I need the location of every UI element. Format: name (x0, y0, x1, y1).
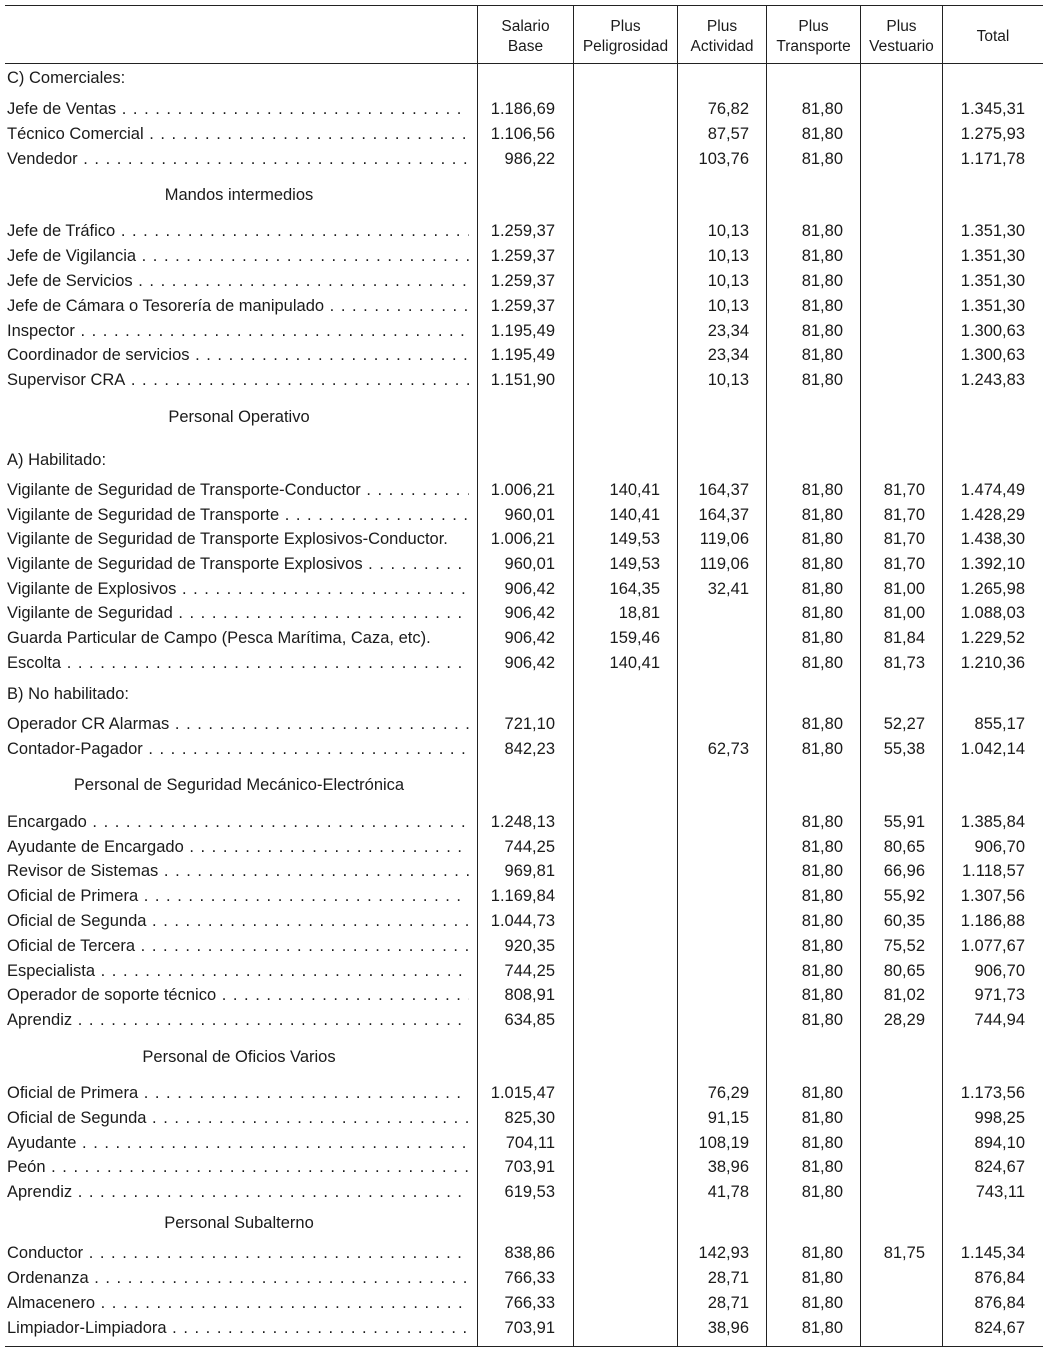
table-bottom-border (5, 1346, 1043, 1347)
row-label: Jefe de Vigilancia . . . (7, 245, 469, 267)
plus-transporte-cell: 81,80 (801, 604, 843, 622)
salario-base-cell: 1.169,84 (490, 887, 555, 905)
row-label: Vigilante de Seguridad de Transporte . . . (7, 504, 469, 526)
row-label: Contador-Pagador . . . (7, 738, 469, 760)
salario-base-cell: 1.106,56 (490, 125, 555, 143)
plus-transporte-cell: 81,80 (801, 838, 843, 856)
salario-base-cell: 960,01 (504, 506, 555, 524)
salario-base-cell: 1.259,37 (490, 247, 555, 265)
col-divider (860, 5, 861, 1347)
col-divider (677, 5, 678, 1347)
row-label: Vigilante de Seguridad de Transporte Explosivos . . . (7, 553, 469, 575)
total-cell: 1.145,34 (960, 1244, 1025, 1262)
table-top-border (5, 5, 1043, 6)
plus-transporte-cell: 81,80 (801, 371, 843, 389)
total-cell: 906,70 (974, 962, 1025, 980)
plus-vestuario-cell: 81,70 (883, 506, 925, 524)
plus-vestuario-cell: 81,70 (883, 530, 925, 548)
row-label: Ordenanza . . . (7, 1267, 469, 1289)
salario-base-cell: 766,33 (504, 1294, 555, 1312)
plus-peligrosidad-cell: 140,41 (609, 654, 660, 672)
salario-base-cell: 808,91 (504, 986, 555, 1004)
row-label: Jefe de Tráfico . . . (7, 220, 469, 242)
plus-transporte-cell: 81,80 (801, 813, 843, 831)
plus-actividad-cell: 119,06 (699, 530, 749, 548)
plus-transporte-cell: 81,80 (801, 297, 843, 315)
salario-base-cell: 838,86 (504, 1244, 555, 1262)
row-label: Operador de soporte técnico . . . (7, 984, 469, 1006)
col-divider (573, 5, 574, 1347)
plus-actividad-cell: 87,57 (707, 125, 749, 143)
total-cell: 1.186,88 (960, 912, 1025, 930)
salario-base-cell: 1.259,37 (490, 222, 555, 240)
plus-actividad-cell: 38,96 (707, 1158, 749, 1176)
row-label: Supervisor CRA . . . (7, 369, 469, 391)
plus-actividad-cell: 10,13 (707, 222, 749, 240)
salario-base-cell: 766,33 (504, 1269, 555, 1287)
plus-vestuario-cell: 52,27 (883, 715, 925, 733)
salario-base-cell: 842,23 (504, 740, 555, 758)
total-cell: 1.345,31 (960, 100, 1025, 118)
salario-base-cell: 1.248,13 (490, 813, 555, 831)
total-cell: 1.351,30 (960, 297, 1025, 315)
group-heading: Personal de Oficios Varios (142, 1048, 336, 1066)
total-cell: 1.173,56 (960, 1084, 1025, 1102)
row-label: Aprendiz . . . (7, 1181, 469, 1203)
row-label: Jefe de Cámara o Tesorería de manipulado . . . (7, 295, 469, 317)
plus-transporte-cell: 81,80 (801, 887, 843, 905)
plus-vestuario-cell: 28,29 (883, 1011, 925, 1029)
plus-actividad-cell: 28,71 (707, 1269, 749, 1287)
salario-base-cell: 634,85 (504, 1011, 555, 1029)
total-cell: 1.351,30 (960, 222, 1025, 240)
salario-base-cell: 744,25 (504, 962, 555, 980)
total-cell: 1.243,83 (960, 371, 1025, 389)
plus-peligrosidad-cell: 140,41 (609, 506, 660, 524)
total-cell: 1.300,63 (960, 346, 1025, 364)
section-label: B) No habilitado: (7, 685, 129, 703)
col-divider (942, 5, 943, 1347)
salario-base-cell: 721,10 (504, 715, 555, 733)
plus-transporte-cell: 81,80 (801, 506, 843, 524)
row-label: Inspector . . . (7, 320, 469, 342)
plus-transporte-cell: 81,80 (801, 1319, 843, 1337)
plus-vestuario-cell: 80,65 (883, 962, 925, 980)
row-label: Guarda Particular de Campo (Pesca Marítima, Caza, etc). (7, 629, 431, 647)
plus-vestuario-cell: 81,75 (883, 1244, 925, 1262)
row-label: Oficial de Tercera . . . (7, 935, 469, 957)
salario-base-cell: 744,25 (504, 838, 555, 856)
total-cell: 824,67 (974, 1319, 1025, 1337)
plus-transporte-cell: 81,80 (801, 654, 843, 672)
row-label: Revisor de Sistemas . . . (7, 860, 469, 882)
salario-base-cell: 986,22 (504, 150, 555, 168)
row-label: Oficial de Segunda . . . (7, 1107, 469, 1129)
plus-transporte-cell: 81,80 (801, 481, 843, 499)
total-cell: 1.088,03 (960, 604, 1025, 622)
plus-actividad-cell: 164,37 (698, 506, 749, 524)
plus-transporte-cell: 81,80 (801, 629, 843, 647)
row-label: Encargado . . . (7, 811, 469, 833)
plus-transporte-cell: 81,80 (801, 1294, 843, 1312)
header-plus-transporte: Plus Transporte (776, 18, 851, 55)
row-label: Operador CR Alarmas . . . (7, 713, 469, 735)
plus-peligrosidad-cell: 18,81 (618, 604, 660, 622)
total-cell: 1.171,78 (960, 150, 1025, 168)
plus-actividad-cell: 91,15 (707, 1109, 749, 1127)
plus-transporte-cell: 81,80 (801, 912, 843, 930)
plus-transporte-cell: 81,80 (801, 1269, 843, 1287)
section-label: C) Comerciales: (7, 69, 126, 87)
plus-transporte-cell: 81,80 (801, 1109, 843, 1127)
salario-base-cell: 960,01 (504, 555, 555, 573)
total-cell: 1.392,10 (960, 555, 1025, 573)
plus-actividad-cell: 38,96 (707, 1319, 749, 1337)
row-label: Escolta . . . (7, 652, 469, 674)
row-label: Limpiador-Limpiadora . . . (7, 1317, 469, 1339)
salario-base-cell: 1.195,49 (490, 346, 555, 364)
plus-transporte-cell: 81,80 (801, 1084, 843, 1102)
total-cell: 876,84 (974, 1294, 1025, 1312)
salario-base-cell: 704,11 (505, 1134, 555, 1152)
group-heading: Personal de Seguridad Mecánico-Electrónica (73, 776, 405, 794)
row-label: Vigilante de Seguridad . . . (7, 602, 469, 624)
row-label: Vigilante de Seguridad de Transporte-Conductor . . . (7, 479, 469, 501)
plus-transporte-cell: 81,80 (801, 346, 843, 364)
row-label: Conductor . . . (7, 1242, 469, 1264)
group-heading: Mandos intermedios (164, 186, 314, 204)
plus-transporte-cell: 81,80 (801, 1244, 843, 1262)
plus-peligrosidad-cell: 140,41 (609, 481, 660, 499)
plus-vestuario-cell: 81,00 (883, 604, 925, 622)
salario-base-cell: 703,91 (504, 1158, 555, 1176)
plus-transporte-cell: 81,80 (801, 100, 843, 118)
group-heading: Personal Operativo (168, 408, 310, 426)
plus-transporte-cell: 81,80 (801, 1134, 843, 1152)
row-label: Peón . . . (7, 1156, 469, 1178)
header-salario-base: Salario Base (501, 18, 550, 55)
plus-transporte-cell: 81,80 (801, 986, 843, 1004)
total-cell: 1.428,29 (960, 506, 1025, 524)
plus-actividad-cell: 10,13 (707, 247, 749, 265)
plus-actividad-cell: 164,37 (698, 481, 749, 499)
plus-vestuario-cell: 81,84 (883, 629, 925, 647)
row-label: Coordinador de servicios . . . (7, 344, 469, 366)
total-cell: 1.307,56 (960, 887, 1025, 905)
salario-base-cell: 1.015,47 (490, 1084, 555, 1102)
plus-vestuario-cell: 55,91 (883, 813, 925, 831)
plus-actividad-cell: 119,06 (699, 555, 749, 573)
plus-transporte-cell: 81,80 (801, 150, 843, 168)
salario-base-cell: 906,42 (504, 580, 555, 598)
plus-actividad-cell: 41,78 (707, 1183, 749, 1201)
plus-transporte-cell: 81,80 (801, 272, 843, 290)
salario-base-cell: 619,53 (504, 1183, 555, 1201)
total-cell: 1.210,36 (960, 654, 1025, 672)
plus-vestuario-cell: 75,52 (883, 937, 925, 955)
row-label: Aprendiz . . . (7, 1009, 469, 1031)
plus-actividad-cell: 142,93 (698, 1244, 749, 1262)
salario-base-cell: 1.195,49 (490, 322, 555, 340)
plus-transporte-cell: 81,80 (801, 862, 843, 880)
plus-actividad-cell: 76,82 (707, 100, 749, 118)
row-label: Técnico Comercial . . . (7, 123, 469, 145)
row-label: Oficial de Primera . . . (7, 1082, 469, 1104)
plus-transporte-cell: 81,80 (801, 580, 843, 598)
total-cell: 743,11 (975, 1183, 1025, 1201)
plus-peligrosidad-cell: 164,35 (609, 580, 660, 598)
plus-actividad-cell: 23,34 (707, 322, 749, 340)
plus-transporte-cell: 81,80 (801, 715, 843, 733)
salario-base-cell: 1.259,37 (490, 272, 555, 290)
plus-peligrosidad-cell: 149,53 (609, 530, 660, 548)
plus-transporte-cell: 81,80 (801, 530, 843, 548)
salario-base-cell: 1.259,37 (490, 297, 555, 315)
plus-transporte-cell: 81,80 (801, 937, 843, 955)
section-label: A) Habilitado: (7, 451, 107, 469)
row-label: Especialista . . . (7, 960, 469, 982)
plus-actividad-cell: 103,76 (698, 150, 749, 168)
salario-base-cell: 1.006,21 (490, 530, 555, 548)
plus-vestuario-cell: 80,65 (883, 838, 925, 856)
plus-transporte-cell: 81,80 (801, 125, 843, 143)
salario-base-cell: 1.186,69 (490, 100, 555, 118)
plus-actividad-cell: 62,73 (707, 740, 749, 758)
salario-base-cell: 920,35 (504, 937, 555, 955)
total-cell: 1.300,63 (960, 322, 1025, 340)
total-cell: 1.385,84 (960, 813, 1025, 831)
total-cell: 1.077,67 (960, 937, 1025, 955)
total-cell: 1.275,93 (960, 125, 1025, 143)
row-label: Jefe de Servicios . . . (7, 270, 469, 292)
row-label: Almacenero . . . (7, 1292, 469, 1314)
total-cell: 744,94 (974, 1011, 1025, 1029)
total-cell: 1.118,57 (961, 862, 1025, 880)
total-cell: 894,10 (974, 1134, 1025, 1152)
plus-vestuario-cell: 81,73 (883, 654, 925, 672)
col-divider (477, 5, 478, 1347)
plus-peligrosidad-cell: 159,46 (609, 629, 660, 647)
row-label: Ayudante de Encargado . . . (7, 836, 469, 858)
group-heading: Personal Subalterno (164, 1214, 314, 1232)
total-cell: 1.438,30 (960, 530, 1025, 548)
plus-actividad-cell: 23,34 (707, 346, 749, 364)
plus-transporte-cell: 81,80 (801, 1183, 843, 1201)
header-plus-actividad: Plus Actividad (690, 18, 754, 55)
plus-actividad-cell: 108,19 (698, 1134, 749, 1152)
plus-actividad-cell: 76,29 (707, 1084, 749, 1102)
row-label: Vendedor . . . (7, 148, 469, 170)
total-cell: 1.265,98 (960, 580, 1025, 598)
row-label: Ayudante . . . (7, 1132, 469, 1154)
salario-base-cell: 969,81 (504, 862, 555, 880)
total-cell: 971,73 (974, 986, 1025, 1004)
plus-vestuario-cell: 55,38 (883, 740, 925, 758)
col-divider (766, 5, 767, 1347)
plus-transporte-cell: 81,80 (801, 555, 843, 573)
total-cell: 906,70 (974, 838, 1025, 856)
total-cell: 1.042,14 (960, 740, 1025, 758)
header-plus-peligrosidad: Plus Peligrosidad (582, 18, 669, 55)
row-label: Vigilante de Explosivos . . . (7, 578, 469, 600)
plus-transporte-cell: 81,80 (801, 740, 843, 758)
salario-base-cell: 1.006,21 (490, 481, 555, 499)
plus-vestuario-cell: 66,96 (883, 862, 925, 880)
row-label: Jefe de Ventas . . . (7, 98, 469, 120)
plus-actividad-cell: 32,41 (707, 580, 749, 598)
plus-transporte-cell: 81,80 (801, 962, 843, 980)
plus-actividad-cell: 10,13 (707, 297, 749, 315)
plus-transporte-cell: 81,80 (801, 222, 843, 240)
total-cell: 855,17 (974, 715, 1025, 733)
salario-base-cell: 906,42 (504, 604, 555, 622)
total-cell: 1.351,30 (960, 247, 1025, 265)
total-cell: 1.474,49 (960, 481, 1025, 499)
plus-transporte-cell: 81,80 (801, 247, 843, 265)
total-cell: 876,84 (974, 1269, 1025, 1287)
total-cell: 824,67 (974, 1158, 1025, 1176)
plus-transporte-cell: 81,80 (801, 1158, 843, 1176)
row-label: Oficial de Primera . . . (7, 885, 469, 907)
plus-vestuario-cell: 55,92 (883, 887, 925, 905)
salario-base-cell: 825,30 (504, 1109, 555, 1127)
total-cell: 1.229,52 (960, 629, 1025, 647)
plus-peligrosidad-cell: 149,53 (609, 555, 660, 573)
plus-vestuario-cell: 81,02 (883, 986, 925, 1004)
salario-base-cell: 906,42 (504, 654, 555, 672)
row-label: Oficial de Segunda . . . (7, 910, 469, 932)
plus-vestuario-cell: 81,00 (883, 580, 925, 598)
plus-actividad-cell: 10,13 (707, 371, 749, 389)
plus-transporte-cell: 81,80 (801, 1011, 843, 1029)
plus-vestuario-cell: 60,35 (883, 912, 925, 930)
plus-transporte-cell: 81,80 (801, 322, 843, 340)
plus-vestuario-cell: 81,70 (883, 481, 925, 499)
header-bottom-border (5, 63, 1043, 64)
salario-base-cell: 1.044,73 (490, 912, 555, 930)
plus-actividad-cell: 10,13 (707, 272, 749, 290)
total-cell: 998,25 (974, 1109, 1025, 1127)
plus-actividad-cell: 28,71 (707, 1294, 749, 1312)
salario-base-cell: 1.151,90 (490, 371, 555, 389)
total-cell: 1.351,30 (960, 272, 1025, 290)
row-label: Vigilante de Seguridad de Transporte Explosivos-Conductor. (7, 530, 448, 548)
header-total: Total (976, 28, 1010, 45)
salario-base-cell: 703,91 (504, 1319, 555, 1337)
plus-vestuario-cell: 81,70 (883, 555, 925, 573)
salario-base-cell: 906,42 (504, 629, 555, 647)
header-plus-vestuario: Plus Vestuario (869, 18, 934, 55)
